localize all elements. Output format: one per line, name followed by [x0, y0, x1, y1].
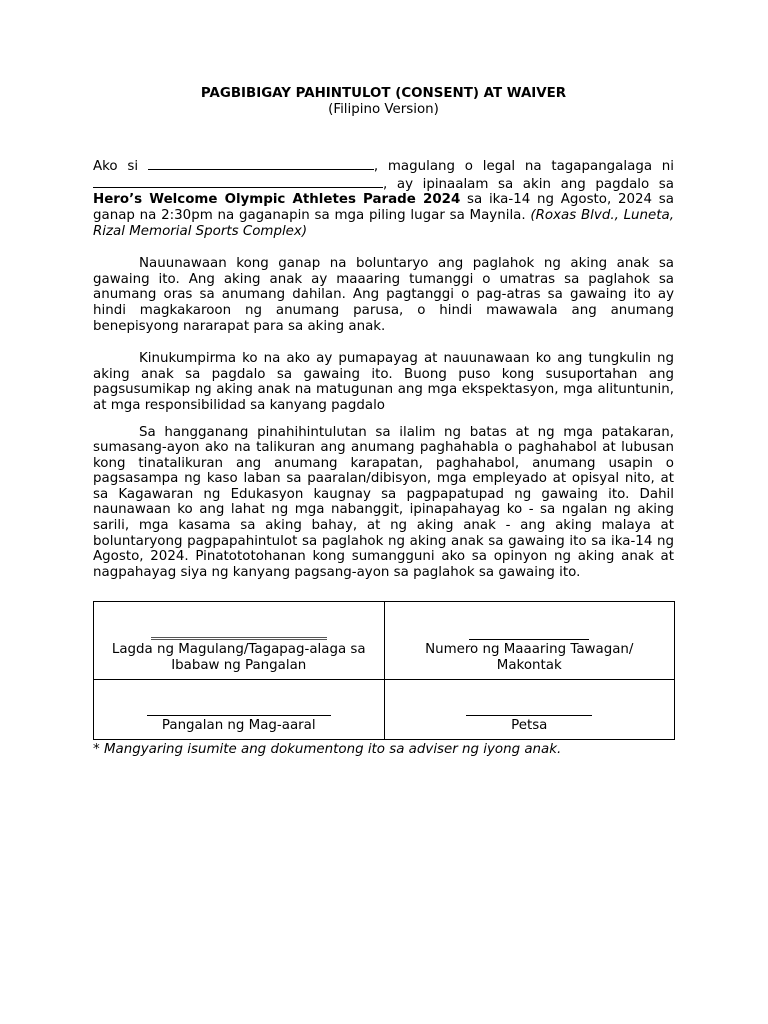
contact-number-label: Numero ng Maaaring Tawagan/ Makontak [425, 642, 634, 673]
event-name: Hero’s Welcome Olympic Athletes Parade 2024 [93, 192, 461, 208]
student-name-line [147, 715, 331, 716]
event-venue: (Roxas Blvd., Luneta, Rizal Memorial Sports Complex) [93, 207, 674, 239]
voluntary-paragraph: Nauunawaan kong ganap na boluntaryo ang paglahok ng aking anak sa gawaing ito. Ang aking anak ay maaaring tumanggi o umatras sa paglahok sa anumang oras sa anumang dahilan. Ang pagtanggi o pag-atras sa gawaing ito ay hindi magkakaroon ng anumang parusa, o hindi mawawala ang anumang benepisyong nararapat para sa aking anak. [93, 256, 674, 334]
parent-signature-cell[interactable] [94, 602, 385, 680]
informed-text: , ay ipinaalam sa akin ang pagdalo sa [383, 176, 674, 192]
signature-table [93, 601, 675, 740]
parent-signature-label: Lagda ng Magulang/Tagapag-alaga sa Ibabaw ng Pangalan [111, 642, 366, 673]
child-name-blank[interactable] [93, 175, 383, 188]
footnote: * Mangyaring isumite ang dokumentong ito sa adviser ng iyong anak. [93, 742, 562, 757]
event-date-time: sa ika-14 ng Agosto, 2024 sa ganap na 2:30pm na gaganapin sa mga piling lugar sa Maynila. [93, 192, 674, 223]
parent-name-blank[interactable] [148, 157, 374, 170]
signature-line [151, 637, 327, 640]
contact-line [469, 639, 589, 640]
confirmation-paragraph: Kinukumpirma ko na ako ay pumapayag at nauunawaan ko ang tungkulin ng aking anak sa pagdalo sa gawaing ito. Buong puso kong susuportahan ang pagsusumikap ng aking anak na matugunan ang mga ekspektasyon, mga alituntunin, at mga responsibilidad sa kanyang pagdalo [93, 351, 674, 413]
date-cell[interactable] [384, 680, 675, 740]
student-name-cell[interactable] [94, 680, 385, 740]
intro-paragraph [93, 157, 674, 239]
document-title: PAGBIBIGAY PAHINTULOT (CONSENT) AT WAIVER [200, 86, 567, 101]
document-subtitle: (Filipino Version) [328, 101, 439, 117]
document-body [93, 86, 674, 580]
contact-number-cell[interactable] [384, 602, 675, 680]
waiver-paragraph: Sa hangganang pinahihintulutan sa ilalim ng batas at ng mga patakaran, sumasang-ayon ako na talikuran ang anumang paghahabla o paghahabol at lubusan kong tinatalikuran ang anumang karapatan, paghahabol, anumang usapin o pagsasampa ng kaso laban sa paaralan/dibisyon, mga empleyado at opisyal nito, at sa Kagawaran ng Edukasyon kaugnay sa pagpapatupad ng gawaing ito. Dahil naunawaan ko ang lahat ng mga nabanggit, ipinapahayag ko - sa ngalan ng aking sarili, mga kasama sa aking bahay, at ng aking anak - ang aking malaya at boluntaryong pagpapahintulot sa paglahok ng aking anak sa gawaing ito sa ika-14 ng Agosto, 2024. Pinatototohanan kong sumangguni ako sa opinyon ng aking anak at nagpahayag siya ng kanyang pagsang-ayon sa paglahok sa gawaing ito. [93, 424, 674, 580]
student-name-label: Pangalan ng Mag-aaral [161, 718, 316, 733]
guardian-text: , magulang o legal na tagapangalaga ni [373, 159, 674, 175]
ako-si-label: Ako si [93, 159, 139, 175]
date-label: Petsa [511, 718, 548, 733]
date-line [466, 715, 592, 716]
